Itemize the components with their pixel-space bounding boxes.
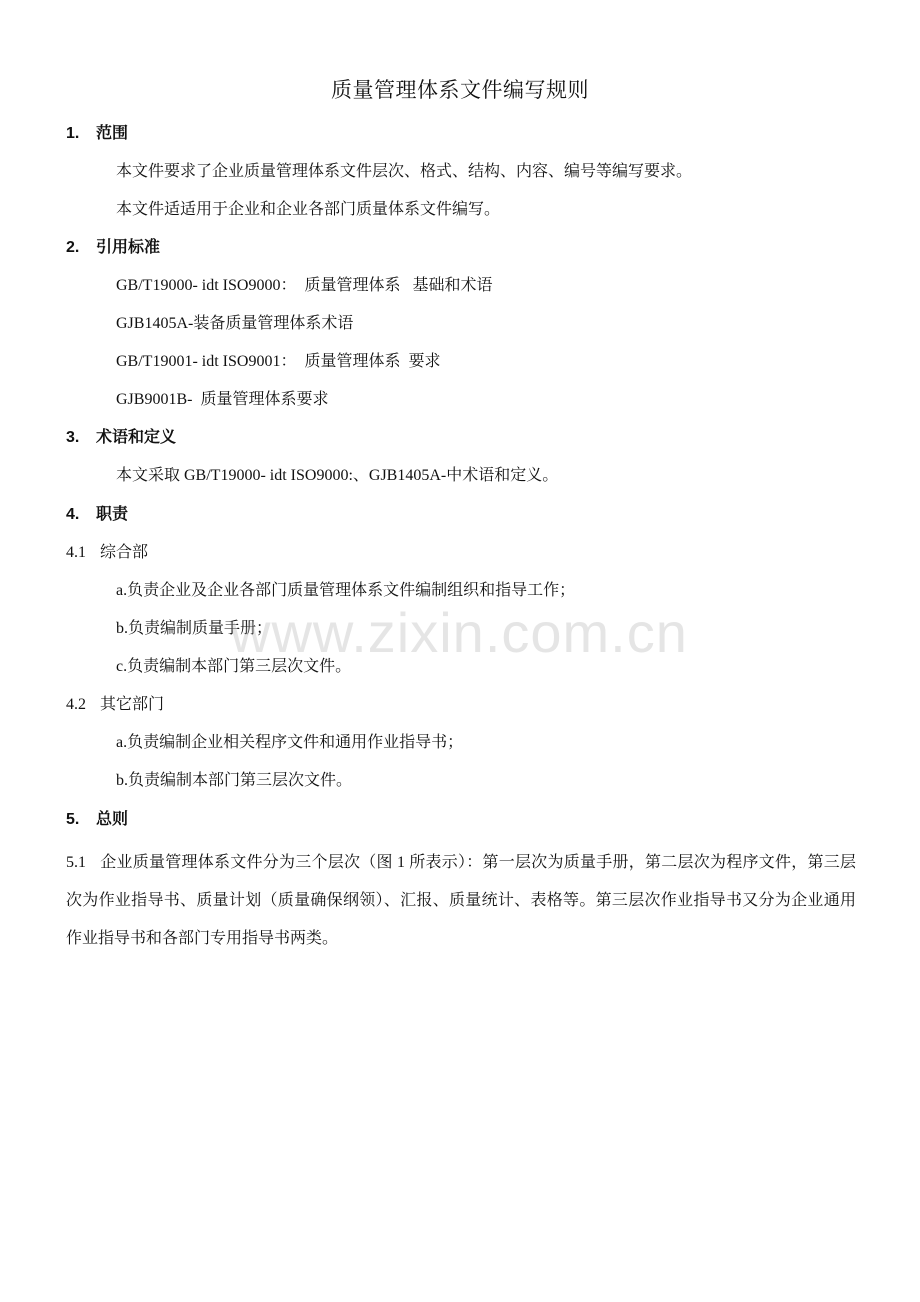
- subsection-number: 4.2: [66, 696, 86, 713]
- section-title: 范围: [96, 125, 129, 142]
- section-heading-scope: [66, 121, 128, 147]
- subsection-number: 4.1: [66, 544, 86, 561]
- section-title: 总则: [96, 811, 129, 828]
- reference-standard-line: GJB1405A-装备质量管理体系术语: [116, 315, 354, 332]
- section-heading-general-rules: [66, 807, 128, 833]
- section-heading-responsibilities: [66, 502, 128, 528]
- watermark: www.zixin.com.cn: [230, 601, 688, 664]
- section-title: 职责: [96, 506, 129, 523]
- section-number: 5.: [66, 811, 80, 828]
- reference-standard-line: GB/T19001- idt ISO9001： 质量管理体系 要求: [116, 353, 441, 370]
- section-number: 1.: [66, 125, 80, 142]
- general-rules-paragraph: [66, 844, 856, 958]
- list-item: a.负责编制企业相关程序文件和通用作业指导书；: [116, 734, 464, 751]
- reference-standard-line: GJB9001B- 质量管理体系要求: [116, 391, 329, 408]
- section-title: 引用标准: [96, 239, 161, 256]
- subsection-heading-general-dept: [66, 540, 148, 566]
- section-heading-terms: [66, 425, 176, 451]
- list-item: b.负责编制质量手册；: [116, 620, 273, 637]
- section-heading-references: [66, 235, 160, 261]
- list-item: a.负责企业及企业各部门质量管理体系文件编制组织和指导工作；: [116, 582, 576, 599]
- document-title: 质量管理体系文件编写规则: [331, 78, 589, 102]
- paragraph-text: 企业质量管理体系文件分为三个层次（图 1 所表示）：第一层次为质量手册，第二层次为程序文件，第三层次为作业指导书、质量计划（质量确保纲领）、汇报、质量统计、表格等。第三层次作业指导书又分为企业通用作业指导书和各部门专用指导书两类。: [66, 854, 856, 947]
- section-number: 2.: [66, 239, 80, 256]
- subsection-heading-other-depts: [66, 692, 164, 718]
- body-line: 本文采取 GB/T19000- idt ISO9000:、GJB1405A-中术语和定义。: [116, 467, 559, 484]
- section-title: 术语和定义: [96, 429, 177, 446]
- subsection-title: 其它部门: [100, 696, 165, 713]
- reference-standard-line: GB/T19000- idt ISO9000： 质量管理体系 基础和术语: [116, 277, 493, 294]
- body-line: 本文件要求了企业质量管理体系文件层次、格式、结构、内容、编号等编写要求。: [116, 163, 693, 180]
- subsection-title: 综合部: [100, 544, 149, 561]
- list-item: c.负责编制本部门第三层次文件。: [116, 658, 352, 675]
- section-number: 3.: [66, 429, 80, 446]
- body-line: 本文件适适用于企业和企业各部门质量体系文件编写。: [116, 201, 501, 218]
- section-number: 4.: [66, 506, 80, 523]
- paragraph-number: 5.1: [66, 854, 86, 871]
- list-item: b.负责编制本部门第三层次文件。: [116, 772, 353, 789]
